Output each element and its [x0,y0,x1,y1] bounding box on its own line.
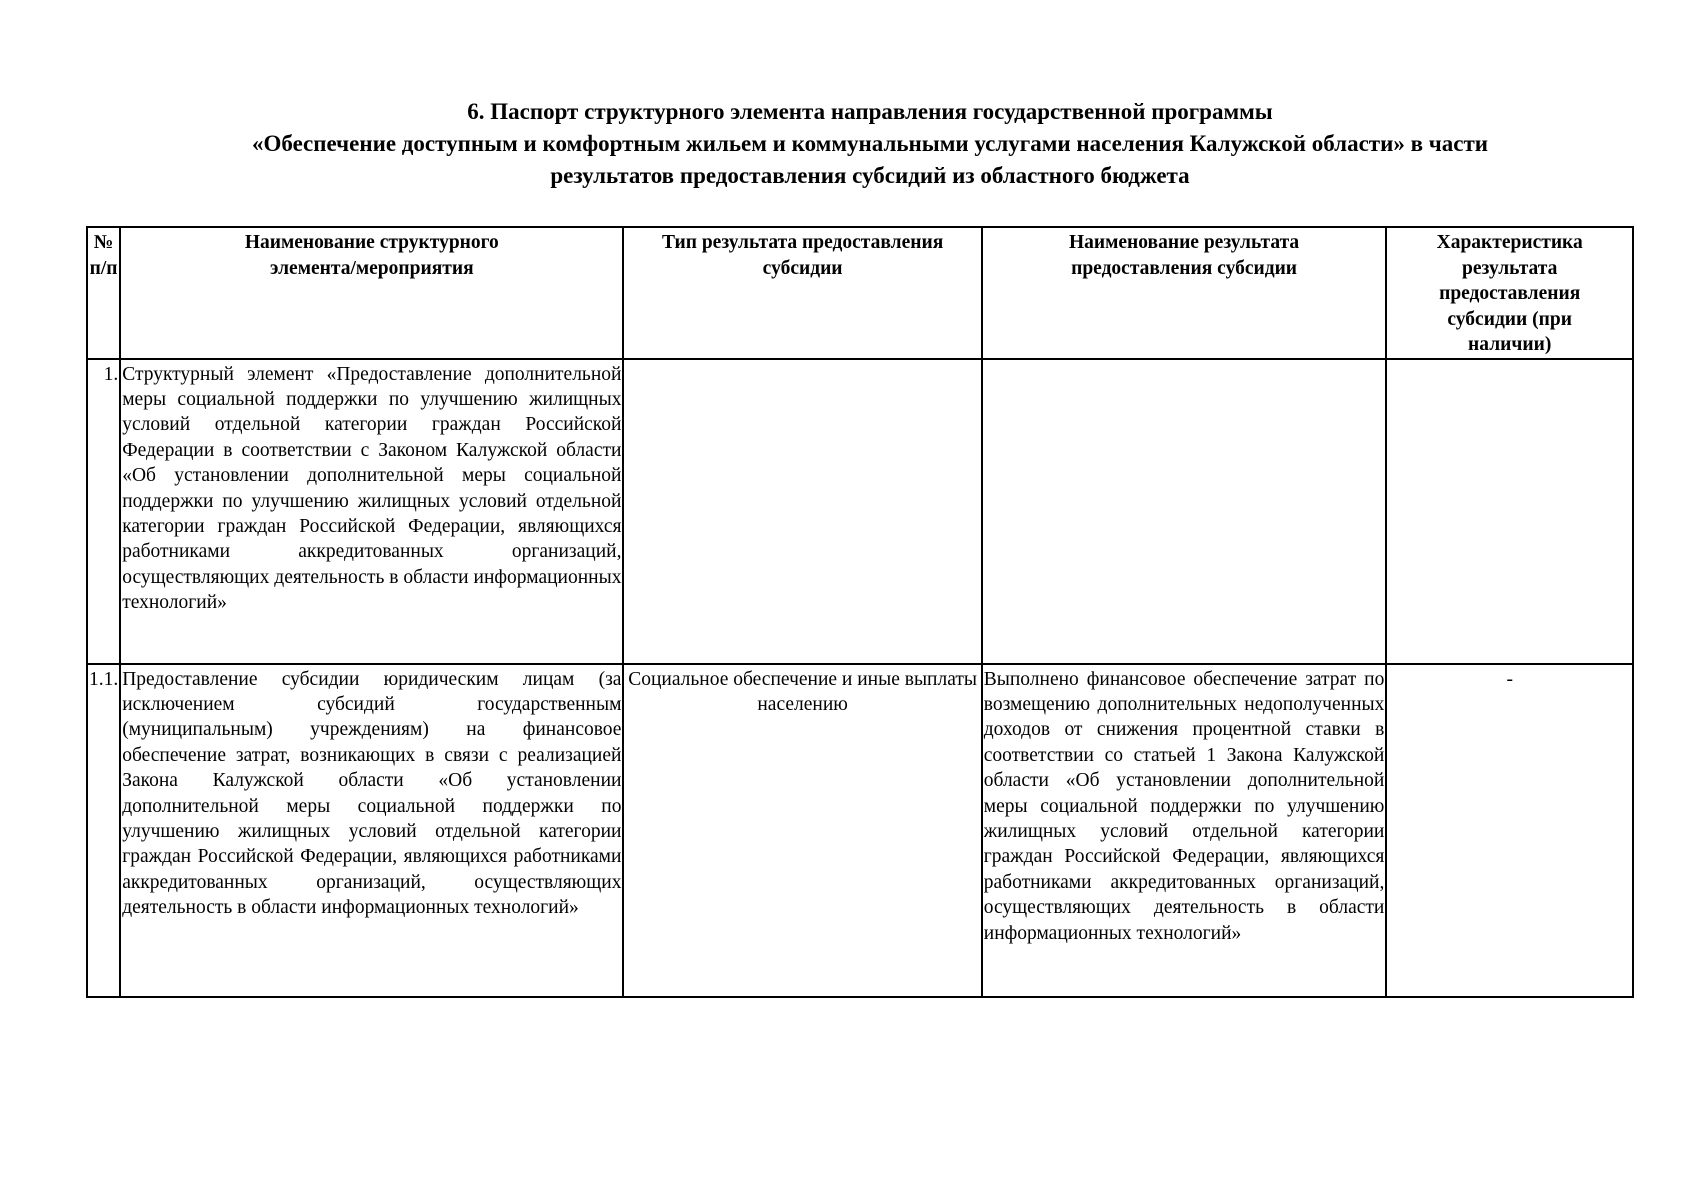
row-num: 1.1. [87,664,120,997]
row-characteristic-cell [1386,359,1633,664]
row-characteristic-cell [1386,664,1633,997]
row-result-cell [982,359,1387,664]
header-characteristic: Характеристика результата предоставления субсидии (при наличии) [1386,227,1633,359]
row-name-cell [120,664,623,997]
row-result [984,360,1385,362]
row-type [625,360,979,362]
header-result: Наименование результата предоставления субсидии [982,227,1387,359]
header-num: № п/п [87,227,120,359]
row-type: Социальное обеспечение и иные выплаты населению [628,668,977,715]
table-row [87,359,1633,664]
row-characteristic [1388,360,1631,362]
header-name: Наименование структурного элемента/мероприятия [120,227,623,359]
title-line-3: результатов предоставления субсидий из областного бюджета [550,163,1190,188]
table-header-row [87,227,1633,359]
row-characteristic: - [1506,668,1513,690]
row-name-cell [120,359,623,664]
row-result-cell [982,664,1387,997]
row-type-cell [623,359,981,664]
row-result: Выполнено финансовое обеспечение затрат по возмещению дополнительных недополученных доходов от снижения процентной ставки в соответствии со статьей 1 Закона Калужской области «Об установлении дополнительной меры социальной поддержки по улучшению жилищных условий отдельной категории граждан Российской Федерации, являющихся работниками аккредитованных организаций, осуществляющих деятельность в области информационных технологий» [983,668,1385,944]
row-name: Структурный элемент «Предоставление дополнительной меры социальной поддержки по улучшению жилищных условий отдельной категории граждан Российской Федерации в соответствии с Законом Калужской области «Об установлении дополнительной меры социальной поддержки по улучшению жилищных условий отдельной категории граждан Российской Федерации, являющихся работниками аккредитованных организаций, осуществляющих деятельность в области информационных технологий» [122,363,622,614]
header-type: Тип результата предоставления субсидии [623,227,981,359]
row-type-cell [623,664,981,997]
title-line-2: «Обеспечение доступным и комфортным жильем и коммунальными услугами населения Калужской области» в части [251,131,1488,156]
row-name: Предоставление субсидии юридическим лицам (за исключением субсидий государственным (муниципальным) учреждениям) на финансовое обеспечение затрат, возникающих в связи с реализацией Закона Калужской области «Об установлении дополнительной меры социальной поддержки по улучшению жилищных условий отдельной категории граждан Российской Федерации, являющихся работниками аккредитованных организаций, осуществляющих деятельность в области информационных технологий» [122,668,622,919]
passport-table [86,226,1634,998]
title-line-1: 6. Паспорт структурного элемента направления государственной программы [467,99,1273,124]
document-title [60,96,1680,192]
row-num: 1. [87,359,120,664]
table-row [87,664,1633,997]
